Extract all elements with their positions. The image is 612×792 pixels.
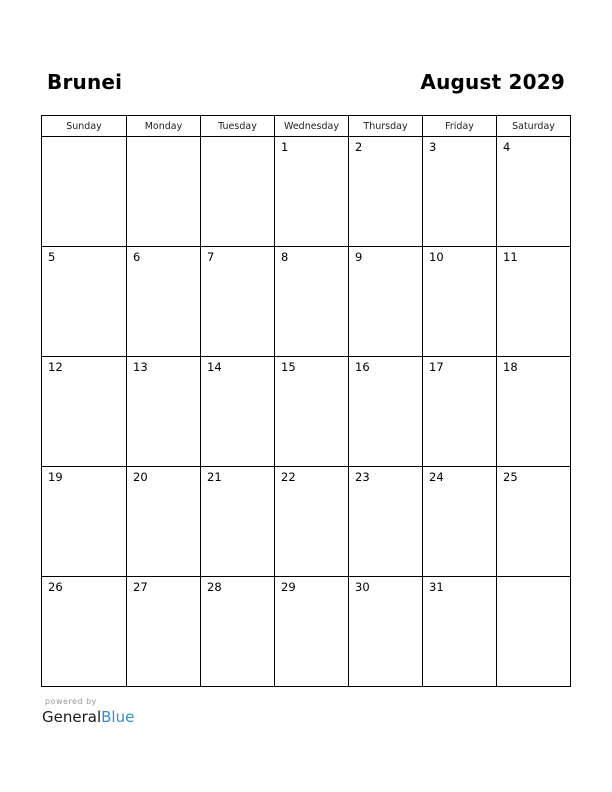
day-cell (497, 357, 571, 467)
day-number (127, 137, 200, 140)
calendar-grid (41, 115, 571, 687)
day-number: 9 (355, 250, 363, 264)
day-cell (423, 577, 497, 687)
weekday-header-saturday: Saturday (497, 116, 571, 137)
day-number: 11 (503, 250, 518, 264)
day-number: 16 (355, 360, 370, 374)
week-row (42, 247, 571, 357)
day-number: 25 (503, 470, 518, 484)
day-cell (497, 247, 571, 357)
day-cell (127, 137, 201, 247)
day-cell (42, 247, 127, 357)
generalblue-logo[interactable] (42, 708, 134, 726)
day-cell (42, 137, 127, 247)
day-number: 26 (48, 580, 63, 594)
day-cell (201, 137, 275, 247)
weekday-header-sunday: Sunday (42, 116, 127, 137)
day-number: 3 (429, 140, 437, 154)
day-number: 18 (503, 360, 518, 374)
day-cell (127, 577, 201, 687)
day-cell (423, 467, 497, 577)
day-number: 19 (48, 470, 63, 484)
day-cell (497, 467, 571, 577)
weekday-header-wednesday: Wednesday (275, 116, 349, 137)
week-row (42, 577, 571, 687)
day-cell (201, 247, 275, 357)
day-cell (127, 357, 201, 467)
week-row (42, 137, 571, 247)
day-number: 7 (207, 250, 215, 264)
brand-name-part1: General (42, 708, 102, 726)
weekday-header-friday: Friday (423, 116, 497, 137)
weekday-header-thursday: Thursday (349, 116, 423, 137)
day-cell (127, 467, 201, 577)
day-number: 29 (281, 580, 296, 594)
day-number: 4 (503, 140, 511, 154)
day-cell (42, 577, 127, 687)
day-number: 31 (429, 580, 444, 594)
day-number: 8 (281, 250, 289, 264)
day-number: 23 (355, 470, 370, 484)
country-title: Brunei (47, 70, 123, 94)
powered-by-text: powered by (45, 697, 97, 706)
day-number: 20 (133, 470, 148, 484)
day-cell (275, 467, 349, 577)
week-row (42, 357, 571, 467)
day-cell (201, 357, 275, 467)
day-cell (349, 577, 423, 687)
day-number: 28 (207, 580, 222, 594)
day-number: 12 (48, 360, 63, 374)
weekday-header-row (42, 116, 571, 137)
day-cell (42, 467, 127, 577)
day-cell (423, 247, 497, 357)
day-cell (497, 137, 571, 247)
week-row (42, 467, 571, 577)
day-cell (275, 247, 349, 357)
day-number: 27 (133, 580, 148, 594)
day-cell (275, 577, 349, 687)
day-cell (275, 137, 349, 247)
day-number: 22 (281, 470, 296, 484)
day-cell (201, 577, 275, 687)
day-cell (349, 247, 423, 357)
day-number: 30 (355, 580, 370, 594)
day-number (497, 577, 570, 580)
day-number (42, 137, 126, 140)
day-cell (349, 467, 423, 577)
day-cell (423, 357, 497, 467)
day-cell (275, 357, 349, 467)
day-number: 2 (355, 140, 363, 154)
day-number: 21 (207, 470, 222, 484)
day-number: 10 (429, 250, 444, 264)
day-number: 6 (133, 250, 141, 264)
day-cell (42, 357, 127, 467)
day-number: 24 (429, 470, 444, 484)
day-cell (127, 247, 201, 357)
day-number: 13 (133, 360, 148, 374)
weekday-header-tuesday: Tuesday (201, 116, 275, 137)
day-number (201, 137, 274, 140)
day-cell (349, 137, 423, 247)
day-cell (201, 467, 275, 577)
day-number: 14 (207, 360, 222, 374)
brand-name-part2: Blue (101, 708, 135, 726)
month-year-title: August 2029 (420, 70, 565, 94)
day-cell (497, 577, 571, 687)
day-cell (423, 137, 497, 247)
day-number: 1 (281, 140, 289, 154)
weekday-header-monday: Monday (127, 116, 201, 137)
day-number: 15 (281, 360, 296, 374)
day-number: 5 (48, 250, 56, 264)
day-number: 17 (429, 360, 444, 374)
day-cell (349, 357, 423, 467)
